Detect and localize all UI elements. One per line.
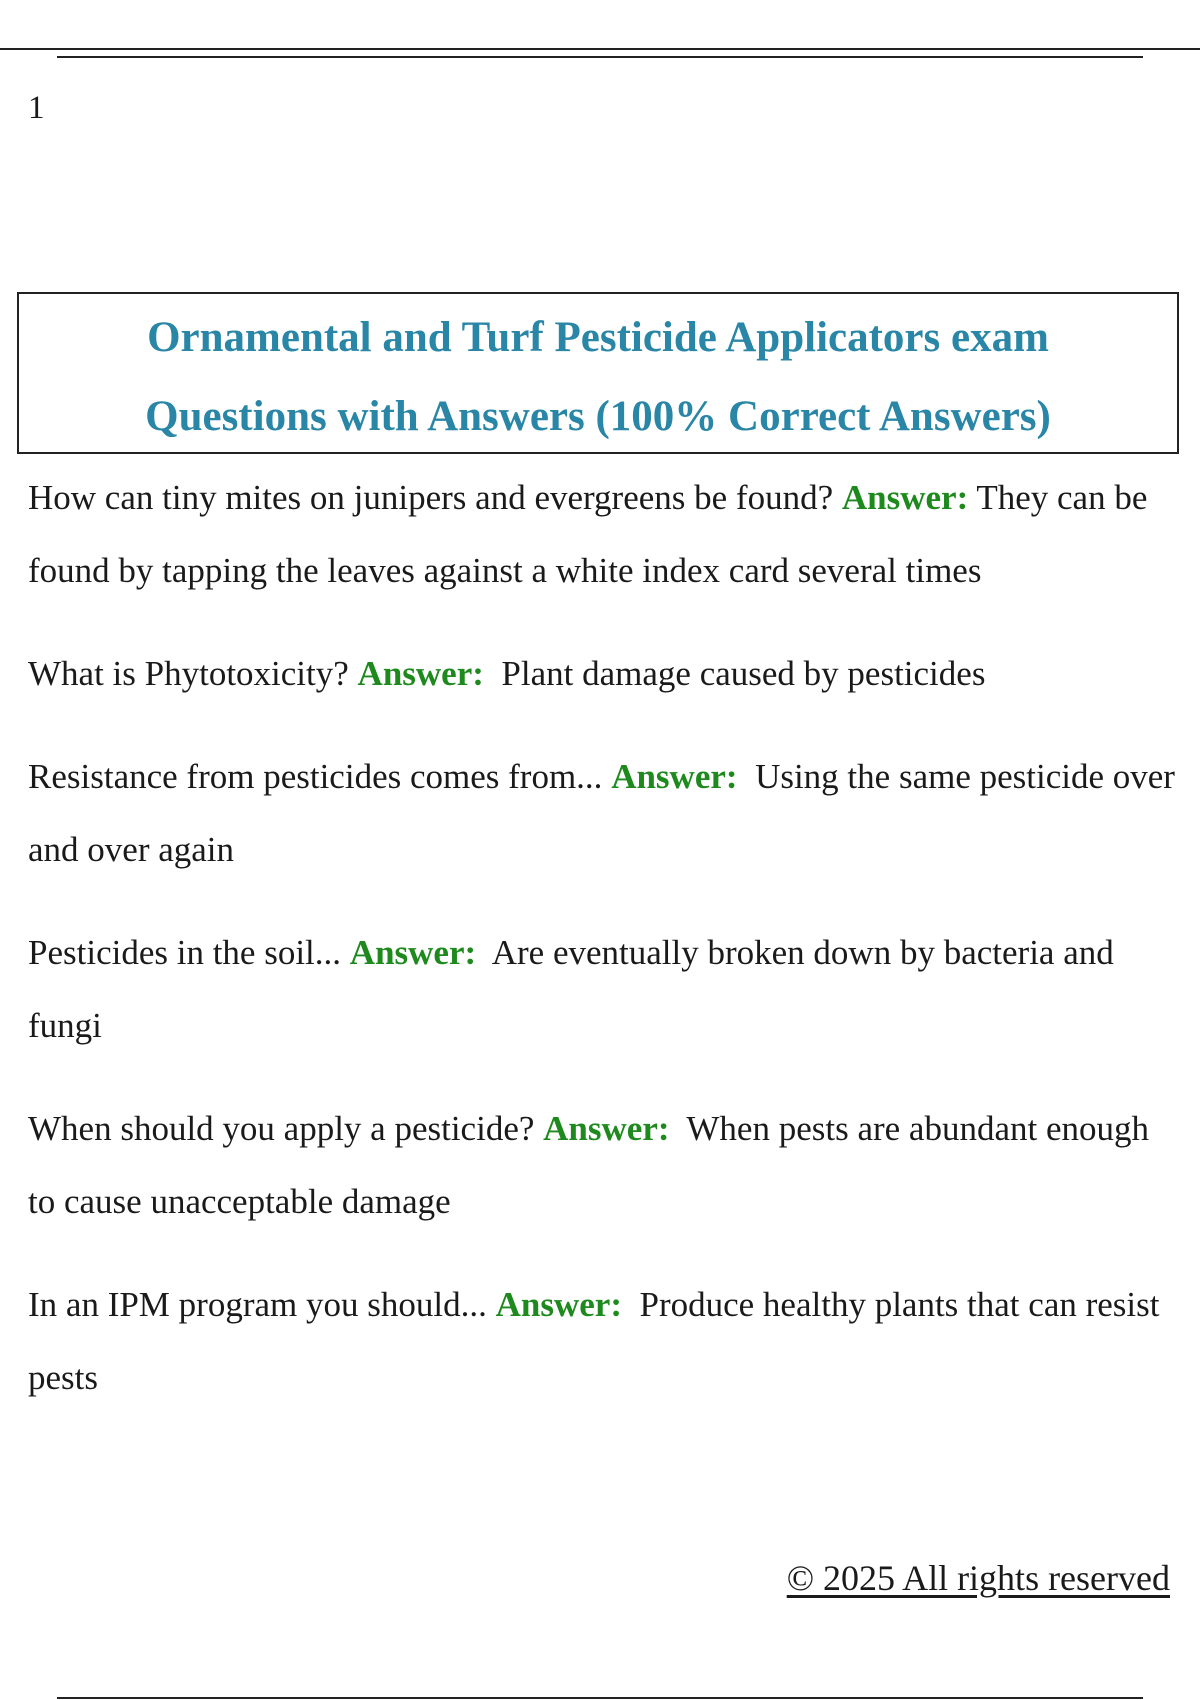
title-box	[17, 292, 1179, 454]
answer-text: Plant damage caused by pesticides	[501, 654, 986, 693]
question-text: How can tiny mites on junipers and evergreens be found?	[28, 478, 834, 517]
header-rule-inner	[57, 56, 1143, 58]
answer-text: Produce healthy plants that can resist pests	[28, 1285, 1160, 1397]
title-line-2: Questions with Answers (100% Correct Answers)	[145, 393, 1051, 440]
footer-rule	[57, 1697, 1143, 1699]
answer-label: Answer:	[543, 1109, 670, 1148]
answer-label: Answer:	[841, 478, 969, 517]
qa-item	[28, 637, 1178, 710]
copyright-notice: © 2025 All rights reserved	[786, 1558, 1170, 1598]
question-text: In an IPM program you should...	[28, 1285, 487, 1324]
qa-item	[28, 1092, 1178, 1238]
answer-label: Answer:	[357, 654, 484, 693]
qa-item	[28, 1268, 1178, 1414]
answer-text: When pests are abundant enough to cause unacceptable damage	[28, 1109, 1150, 1221]
qa-item	[28, 740, 1178, 886]
header-rule-outer	[0, 48, 1200, 50]
question-text: What is Phytotoxicity?	[28, 654, 349, 693]
title-line-1: Ornamental and Turf Pesticide Applicators exam	[147, 314, 1049, 361]
qa-item	[28, 461, 1178, 607]
answer-text: Are eventually broken down by bacteria and fungi	[28, 933, 1114, 1045]
answer-text: Using the same pesticide over and over again	[28, 757, 1175, 869]
qa-item	[28, 916, 1178, 1062]
answer-label: Answer:	[495, 1285, 622, 1324]
answer-label: Answer:	[611, 757, 738, 796]
question-text: Pesticides in the soil...	[28, 933, 342, 972]
page-number: 1	[28, 90, 45, 126]
question-text: Resistance from pesticides comes from...	[28, 757, 603, 796]
question-text: When should you apply a pesticide?	[28, 1109, 535, 1148]
answer-text: They can be found by tapping the leaves against a white index card several times	[28, 478, 1148, 590]
qa-list	[28, 461, 1178, 1444]
answer-label: Answer:	[349, 933, 477, 972]
